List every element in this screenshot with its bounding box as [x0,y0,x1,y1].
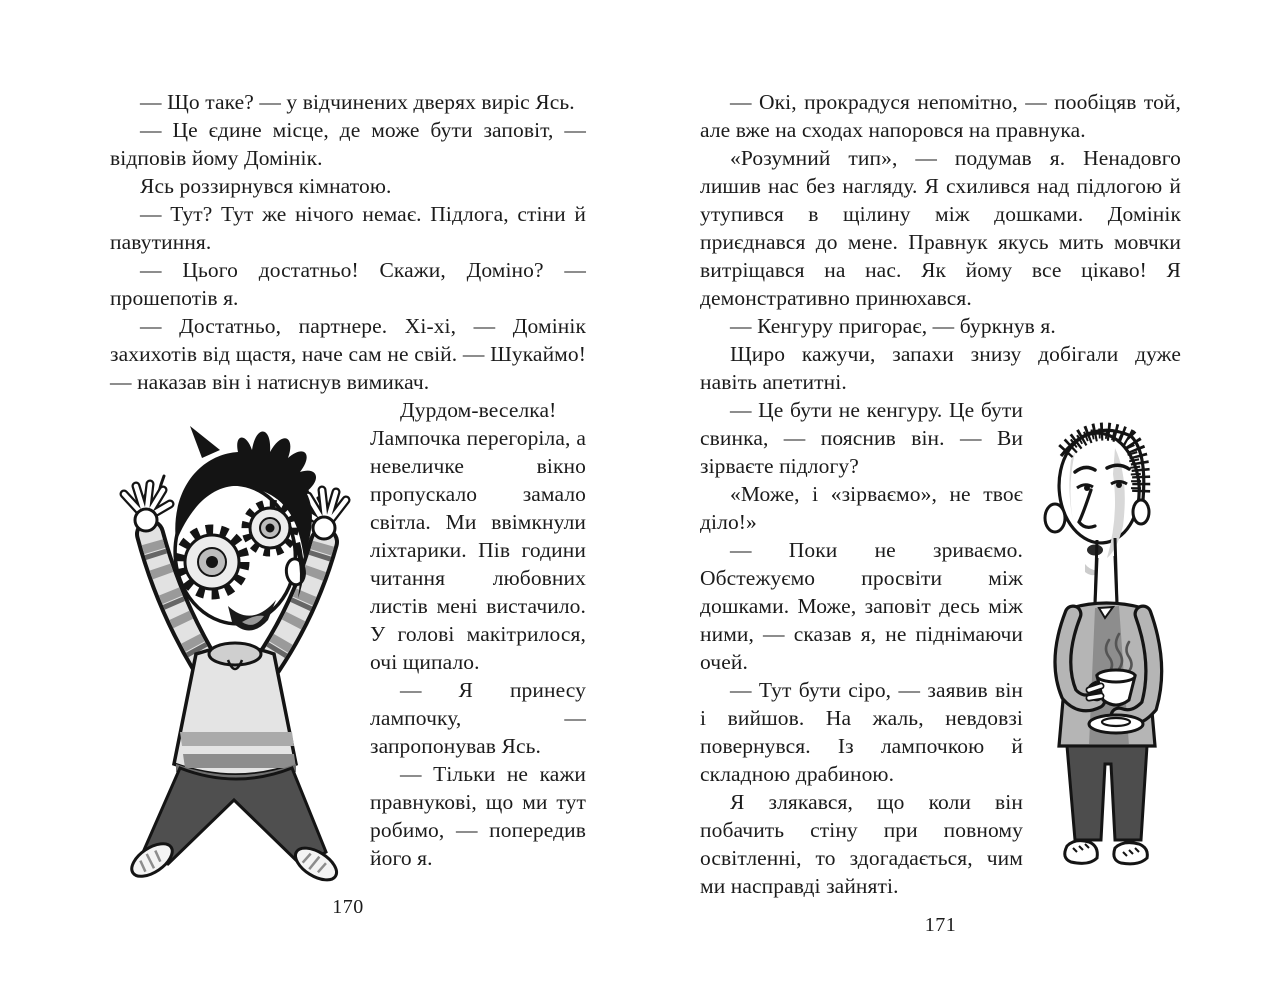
paragraph: — Я принесу лампочку, — запропонував Ясь. [370,678,586,758]
paragraph: — Кенгуру пригорає, — буркнув я. [730,314,1056,338]
page-number-right: 171 [924,914,957,936]
page-right [700,88,1181,937]
illustration-excited-boy [110,402,360,882]
paragraph: — Достатньо, партнере. Хі-хі, — Домінік захихотів від щастя, наче сам не свій. — Шукаймо! — наказав він і натиснув вимикач. [110,314,586,394]
sweater [174,643,296,783]
paragraph: — Що таке? — у відчинених дверях виріс Ясь. [140,90,575,114]
paragraph: Дурдом-веселка! Лампочка перегоріла, а невеличке вікно пропускало замало світла. Ми ввімкнули ліхтарики. Пів години читання любовних листів мені вистачило. У голові макітрилося, очі щипало. [370,398,586,674]
paragraph: — Цього достатньо! Скажи, Доміно? — прошепотів я. [110,258,586,310]
text-wrap-section [700,396,1181,900]
page-left [110,88,586,919]
teacup-boy-drawing [1031,408,1181,874]
paragraph: — Тільки не кажи правнукові, що ми тут робимо, — попередив його я. [370,762,586,870]
saucer [1089,715,1143,733]
pants [1067,746,1147,840]
page-number-left: 170 [332,896,364,918]
ear-left [1045,504,1065,532]
illustration-boy-with-teacup [1031,408,1181,874]
paragraph: Щиро кажучи, запахи знизу добігали дуже навіть апетитні. [700,342,1181,394]
paragraph: — Окі, прокрадуся непомітно, — пообіцяв той, але вже на сходах напоровся на правнука. [700,90,1181,142]
paragraph: — Тут? Тут же нічого немає. Підлога, стіни й павутиння. [110,202,586,254]
paragraph: — Тут бути сіро, — заявив він і вийшов. На жаль, невдовзі повернувся. Із лампочкою й складною драбиною. [700,678,1023,786]
paragraph: — Це єдине місце, де може бути заповіт, — відповів йому Домінік. [110,118,586,170]
paragraph: Я злякався, що коли він побачить стіну при повному освітленні, то здогадається, чим ми насправді зайняті. [700,790,1023,898]
paragraph: — Поки не зриваємо. Обстежуємо просвіти між дошками. Може, заповіт десь між ними, — сказав я, не піднімаючи очей. [700,538,1023,674]
left-hand [124,484,170,531]
paragraph: Ясь роззирнувся кімнатою. [140,174,392,198]
shoe-left [1065,841,1098,864]
shoe-right [1114,843,1147,864]
gear-eye-right [247,505,293,551]
ear-right [1133,500,1149,524]
excited-boy-drawing [110,402,360,882]
paragraph: — Це бути не кенгуру. Це бути свинка, — пояснив він. — Ви зірваєте підлогу? [700,398,1023,478]
text-wrap-section [110,396,586,882]
mouth [1087,545,1103,556]
paragraph: «Розумний тип», — подумав я. Ненадовго лишив нас без нагляду. Я схилився над підлогою й утупився в щілину між дошками. Домінік приєднався до мене. Правнук якусь мить мовчки витріщався на нас. Як йому все цікаво! Я демонстративно принюхався. [700,146,1181,310]
paragraph: «Може, і «зірваємо», не твоє діло!» [700,482,1023,534]
